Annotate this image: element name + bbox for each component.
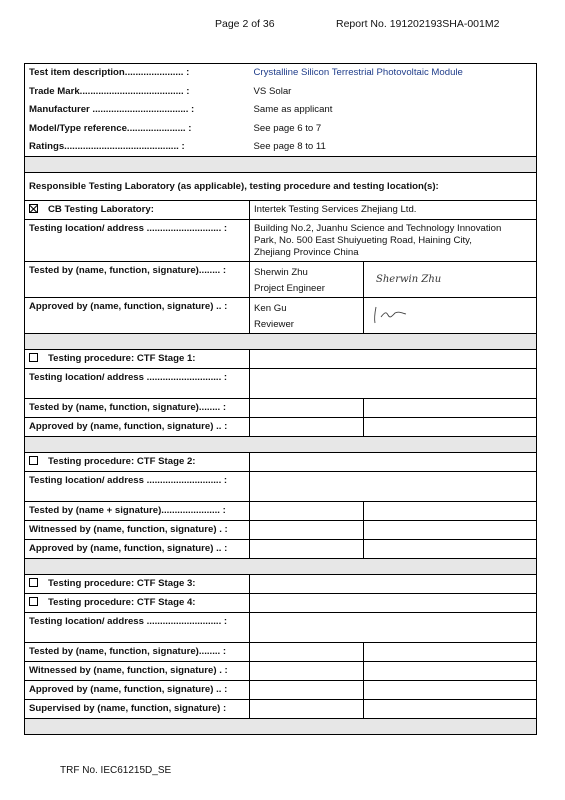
- stage34-witnessed-label: Witnessed by (name, function, signature) . :: [25, 662, 250, 681]
- cb-approved-function: Reviewer: [254, 319, 294, 330]
- lab-heading-row: [25, 173, 537, 201]
- stage1-approved-row: [25, 418, 537, 437]
- model-value: See page 6 to 7: [250, 120, 537, 138]
- spacer-row: [25, 437, 537, 453]
- spacer-row: [25, 719, 537, 735]
- cb-tested-name: Sherwin Zhu: [254, 267, 308, 278]
- cb-approved-name: Ken Gu: [254, 303, 287, 314]
- stage4-row: [25, 594, 537, 613]
- stage2-label: Testing procedure: CTF Stage 2:: [48, 456, 196, 467]
- stage1-row: [25, 350, 537, 369]
- cb-lab-row: [25, 201, 537, 220]
- stage2-location-label: Testing location/ address ............................ :: [25, 472, 250, 502]
- stage4-checkbox[interactable]: [29, 597, 38, 606]
- test-item-label: Test item description...................... :: [25, 64, 250, 83]
- page-number: Page 2 of 36: [215, 18, 275, 30]
- stage34-location-label: Testing location/ address ............................ :: [25, 613, 250, 643]
- spacer-row: [25, 157, 537, 173]
- cb-approved-signature: [368, 303, 428, 325]
- cb-lab-checkbox[interactable]: [29, 204, 38, 213]
- cb-tested-signature-cell: [364, 262, 537, 298]
- cb-tested-row: [25, 262, 537, 298]
- stage3-row: [25, 575, 537, 594]
- test-item-value: Crystalline Silicon Terrestrial Photovoltaic Module: [250, 64, 537, 83]
- stage2-tested-label: Tested by (name + signature)...................... :: [25, 502, 250, 521]
- stage34-tested-row: [25, 643, 537, 662]
- cb-tested-person: [250, 262, 364, 298]
- cb-tested-label: Tested by (name, function, signature)........ :: [25, 262, 250, 298]
- stage1-label: Testing procedure: CTF Stage 1:: [48, 353, 196, 364]
- cb-approved-label: Approved by (name, function, signature) .. :: [25, 298, 250, 334]
- stage4-label: Testing procedure: CTF Stage 4:: [48, 597, 196, 608]
- cb-lab-cell: [25, 201, 250, 220]
- trade-mark-value: VS Solar: [250, 83, 537, 101]
- stage34-supervised-row: [25, 700, 537, 719]
- stage1-cell: [25, 350, 250, 369]
- cb-location-row: [25, 220, 537, 262]
- manufacturer-row: [25, 101, 537, 120]
- trade-mark-row: [25, 83, 537, 101]
- ratings-value: See page 8 to 11: [250, 138, 537, 157]
- stage3-cell: [25, 575, 250, 594]
- test-item-row: [25, 64, 537, 83]
- cb-lab-label: CB Testing Laboratory:: [48, 204, 154, 215]
- model-row: [25, 120, 537, 138]
- cb-location-line: Park, No. 500 East Shuiyueting Road, Haining City,: [254, 235, 472, 246]
- cb-approved-row: [25, 298, 537, 334]
- stage2-witnessed-label: Witnessed by (name, function, signature) . :: [25, 521, 250, 540]
- stage3-label: Testing procedure: CTF Stage 3:: [48, 578, 196, 589]
- ratings-row: [25, 138, 537, 157]
- cb-location-label: Testing location/ address ............................ :: [25, 220, 250, 262]
- model-label: Model/Type reference...................... :: [25, 120, 250, 138]
- spacer-row: [25, 559, 537, 575]
- stage2-location-row: [25, 472, 537, 502]
- cb-approved-signature-cell: [364, 298, 537, 334]
- stage34-location-row: [25, 613, 537, 643]
- stage2-approved-row: [25, 540, 537, 559]
- stage34-supervised-label: Supervised by (name, function, signature) :: [25, 700, 250, 719]
- stage34-approved-row: [25, 681, 537, 700]
- cb-location-line: Zhejiang Province China: [254, 247, 359, 258]
- stage1-tested-label: Tested by (name, function, signature)........ :: [25, 399, 250, 418]
- stage2-tested-row: [25, 502, 537, 521]
- stage1-approved-label: Approved by (name, function, signature) .. :: [25, 418, 250, 437]
- stage1-tested-row: [25, 399, 537, 418]
- manufacturer-label: Manufacturer .................................... :: [25, 101, 250, 120]
- cb-tested-signature: [368, 267, 458, 289]
- stage34-approved-label: Approved by (name, function, signature) .. :: [25, 681, 250, 700]
- cb-location-value: [250, 220, 537, 262]
- stage2-witnessed-row: [25, 521, 537, 540]
- stage1-location-row: [25, 369, 537, 399]
- spacer-row: [25, 334, 537, 350]
- cb-tested-signature-text: Sherwin Zhu: [376, 273, 442, 285]
- trade-mark-label: Trade Mark....................................... :: [25, 83, 250, 101]
- cb-location-line: Building No.2, Juanhu Science and Technology Innovation: [254, 223, 502, 234]
- stage3-checkbox[interactable]: [29, 578, 38, 587]
- stage2-approved-label: Approved by (name, function, signature) .. :: [25, 540, 250, 559]
- stage2-checkbox[interactable]: [29, 456, 38, 465]
- stage2-cell: [25, 453, 250, 472]
- stage34-witnessed-row: [25, 662, 537, 681]
- cb-tested-function: Project Engineer: [254, 283, 325, 294]
- lab-heading: Responsible Testing Laboratory (as applicable), testing procedure and testing location(s):: [25, 173, 537, 201]
- stage1-location-label: Testing location/ address ............................ :: [25, 369, 250, 399]
- cb-approved-person: [250, 298, 364, 334]
- stage1-checkbox[interactable]: [29, 353, 38, 362]
- stage4-cell: [25, 594, 250, 613]
- stage2-row: [25, 453, 537, 472]
- test-report-form: [24, 63, 537, 735]
- stage34-tested-label: Tested by (name, function, signature)........ :: [25, 643, 250, 662]
- manufacturer-value: Same as applicant: [250, 101, 537, 120]
- ratings-label: Ratings........................................... :: [25, 138, 250, 157]
- report-number: Report No. 191202193SHA-001M2: [336, 18, 500, 30]
- trf-number: TRF No. IEC61215D_SE: [60, 765, 172, 776]
- cb-lab-value: Intertek Testing Services Zhejiang Ltd.: [250, 201, 537, 220]
